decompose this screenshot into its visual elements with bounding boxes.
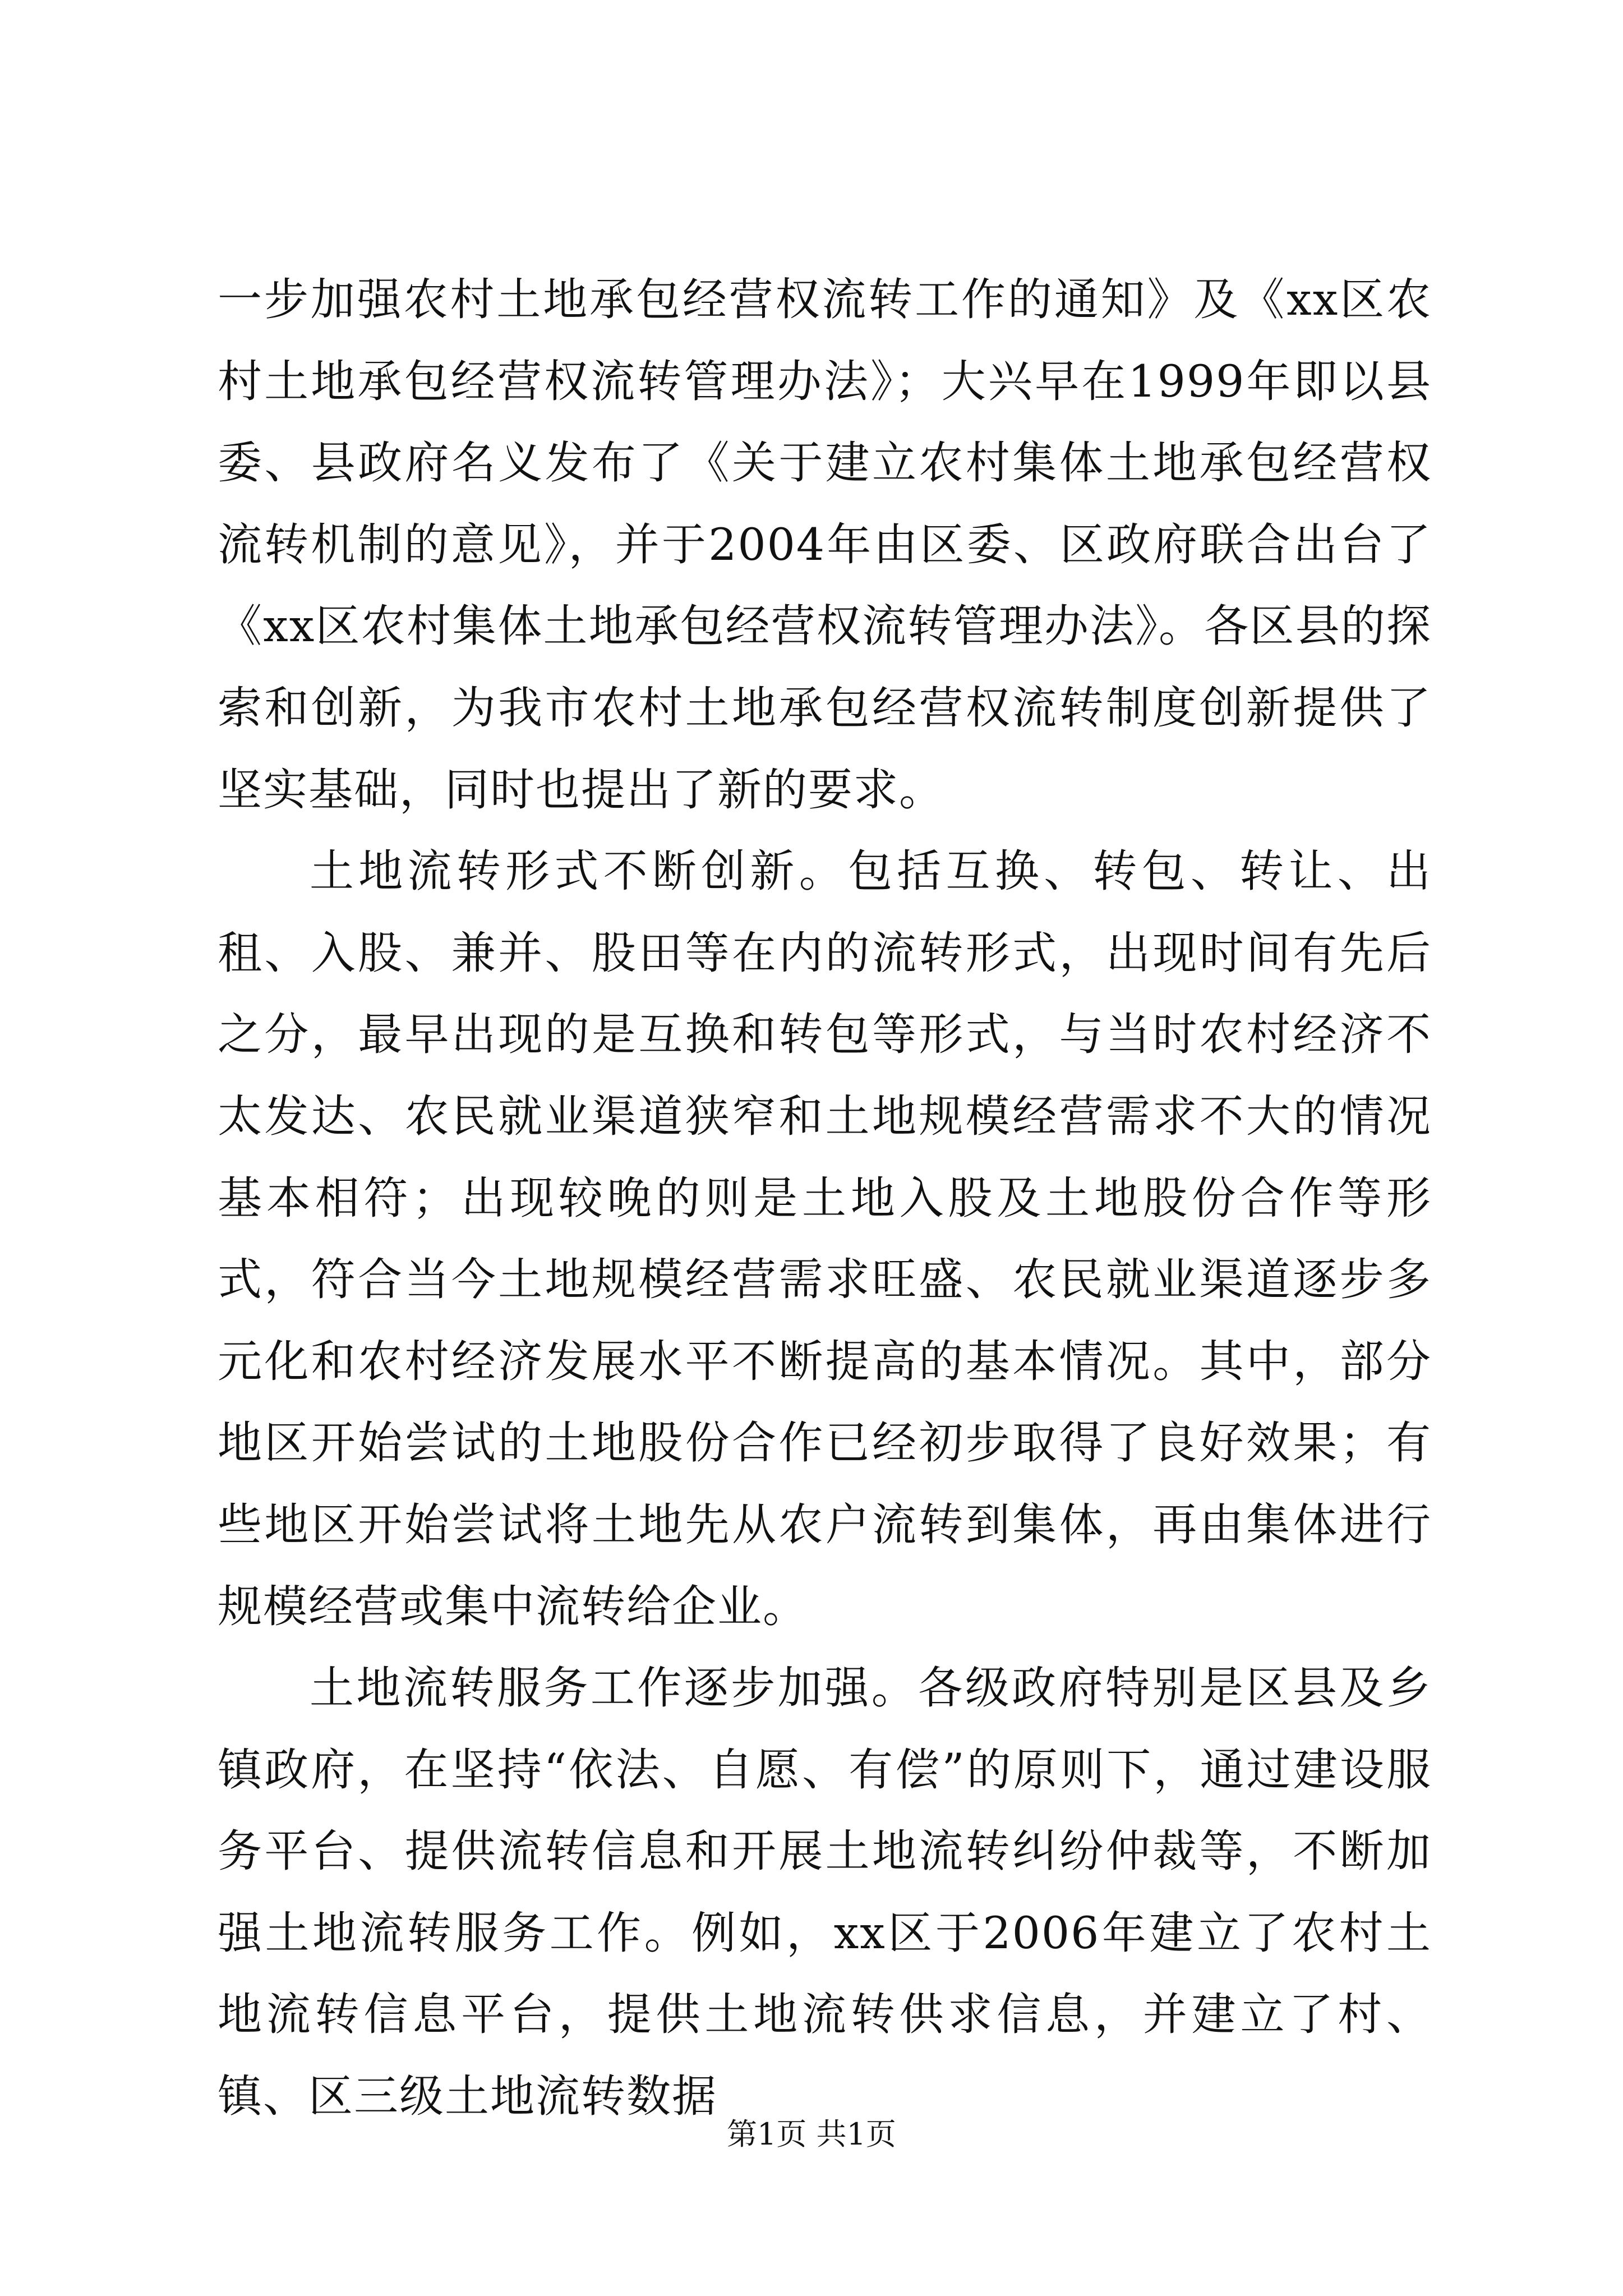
paragraph-2: 土地流转形式不断创新。包括互换、转包、转让、出租、入股、兼并、股田等在内的流转形式，出现时间有先后之分，最早出现的是互换和转包等形式，与当时农村经济不太发达、农民就业渠道狭窄和土地规模经营需求不大的情况基本相符；出现较晚的则是土地入股及土地股份合作等形式，符合当今土地规模经营需求旺盛、农民就业渠道逐步多元化和农村经济发展水平不断提高的基本情况。其中，部分地区开始尝试的土地股份合作已经初步取得了良好效果；有些地区开始尝试将土地先从农户流转到集体，再由集体进行规模经营或集中流转给企业。: [218, 845, 1432, 1632]
paragraph-3: 土地流转服务工作逐步加强。各级政府特别是区县及乡镇政府，在坚持“依法、自愿、有偿”的原则下，通过建设服务平台、提供流转信息和开展土地流转纠纷仲裁等，不断加强土地流转服务工作。例如，xx区于2006年建立了农村土地流转信息平台，提供土地流转供求信息，并建立了村、镇、区三级土地流转数据: [218, 1662, 1432, 2123]
page-footer: 第1页 共1页: [727, 2116, 896, 2152]
document-body: [218, 259, 1432, 2138]
paragraph-1: 一步加强农村土地承包经营权流转工作的通知》及《xx区农村土地承包经营权流转管理办法》；大兴早在1999年即以县委、县政府名义发布了《关于建立农村集体土地承包经营权流转机制的意见》，并于2004年由区委、区政府联合出台了《xx区农村集体土地承包经营权流转管理办法》。各区县的探索和创新，为我市农村土地承包经营权流转制度创新提供了坚实基础，同时也提出了新的要求。: [218, 274, 1432, 816]
